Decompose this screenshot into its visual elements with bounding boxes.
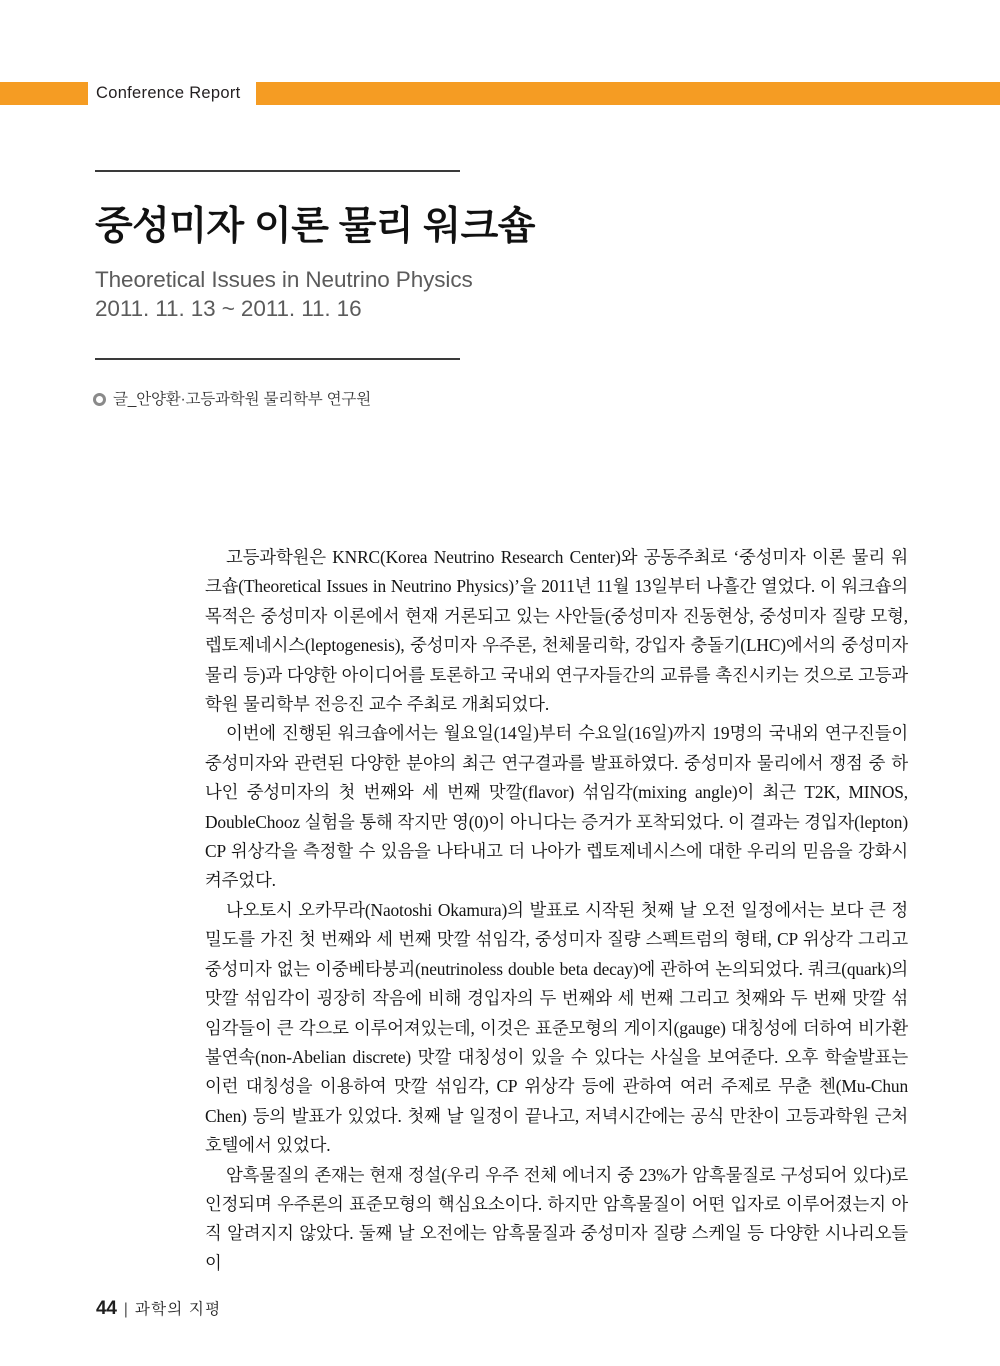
page-number: 44 bbox=[96, 1298, 117, 1319]
body-paragraph: 암흑물질의 존재는 현재 정설(우리 우주 전체 에너지 중 23%가 암흑물질로 구성되어 있다)로 인정되며 우주론의 표준모형의 핵심요소이다. 하지만 암흑물질이 어떤 입자로 이루어졌는지 아직 알려지지 않았다. 둘째 날 오전에는 암흑물질과 중성미자 질량 스케일 등 다양한 시나리오들이 bbox=[205, 1164, 908, 1273]
byline bbox=[93, 392, 371, 408]
header-band bbox=[0, 82, 1000, 105]
publication-name: 과학의 지평 bbox=[134, 1301, 222, 1318]
ring-bullet-icon bbox=[93, 393, 106, 406]
page-title: 중성미자 이론 물리 워크숍 bbox=[95, 205, 535, 248]
body-paragraph: 이번에 진행된 워크숍에서는 월요일(14일)부터 수요일(16일)까지 19명의 국내외 연구진들이 중성미자와 관련된 다양한 분야의 최근 연구결과를 발표하였다. 중성미자 물리에서 쟁점 중 하나인 중성미자의 첫 번째와 세 번째 맛깔(flavor) 섞임각(mixing angle)이 최근 T2K, MINOS, DoubleChooz 실험을 통해 작지만 영(0)이 아니다는 증거가 포착되었다. 이 결과는 경입자(lepton) CP 위상각을 측정할 수 있음을 나타내고 더 나아가 렙토제네시스에 대한 우리의 믿음을 강화시켜주었다. bbox=[205, 723, 908, 891]
section-kicker: Conference Report bbox=[96, 84, 241, 102]
title-rule-bottom bbox=[95, 358, 460, 360]
article-body bbox=[205, 543, 908, 1278]
event-dates: 2011. 11. 13 ~ 2011. 11. 16 bbox=[95, 296, 362, 322]
page-footer bbox=[96, 1297, 221, 1320]
page-subtitle: Theoretical Issues in Neutrino Physics bbox=[95, 266, 473, 292]
title-block bbox=[95, 170, 535, 360]
header-accent-bar-left bbox=[0, 82, 88, 105]
body-paragraph: 나오토시 오카무라(Naotoshi Okamura)의 발표로 시작된 첫째 날 오전 일정에서는 보다 큰 정밀도를 가진 첫 번째와 세 번째 맛깔 섞임각, 중성미자 질량 스펙트럼의 형태, CP 위상각 그리고 중성미자 없는 이중베타붕괴(neutrinoless double beta decay)에 관하여 논의되었다. 쿼크(quark)의 맛깔 섞임각이 굉장히 작음에 비해 경입자의 두 번째와 세 번째 그리고 첫째와 두 번째 맛깔 섞임각들이 큰 각으로 이루어져있는데, 이것은 표준모형의 게이지(gauge) 대칭성에 더하여 비가환 불연속(non-Abelian discrete) 맛깔 대칭성이 있을 수 있다는 사실을 보여준다. 오후 학술발표는 이런 대칭성을 이용하여 맛깔 섞임각, CP 위상각 등에 관하여 여러 주제로 무춘 첸(Mu-Chun Chen) 등의 발표가 있었다. 첫째 날 일정이 끝나고, 저녁시간에는 공식 만찬이 고등과학원 근처 호텔에서 있었다. bbox=[205, 899, 908, 1156]
header-accent-bar-right bbox=[256, 82, 1000, 105]
footer-separator: | bbox=[123, 1301, 128, 1318]
body-paragraph: 고등과학원은 KNRC(Korea Neutrino Research Center)와 공동주최로 ‘중성미자 이론 물리 워크숍(Theoretical Issues in Neutrino Physics)’을 2011년 11월 13일부터 나흘간 열었다. 이 워크숍의 목적은 중성미자 이론에서 현재 거론되고 있는 사안들(중성미자 진동현상, 중성미자 질량 모형, 렙토제네시스(leptogenesis), 중성미자 우주론, 천체물리학, 강입자 충돌기(LHC)에서의 중성미자물리 등)과 다양한 아이디어를 토론하고 국내외 연구자들간의 교류를 촉진시키는 것으로 고등과학원 물리학부 전응진 교수 주최로 개최되었다. bbox=[205, 547, 908, 715]
byline-author: 글_안양환·고등과학원 물리학부 연구원 bbox=[113, 391, 371, 408]
